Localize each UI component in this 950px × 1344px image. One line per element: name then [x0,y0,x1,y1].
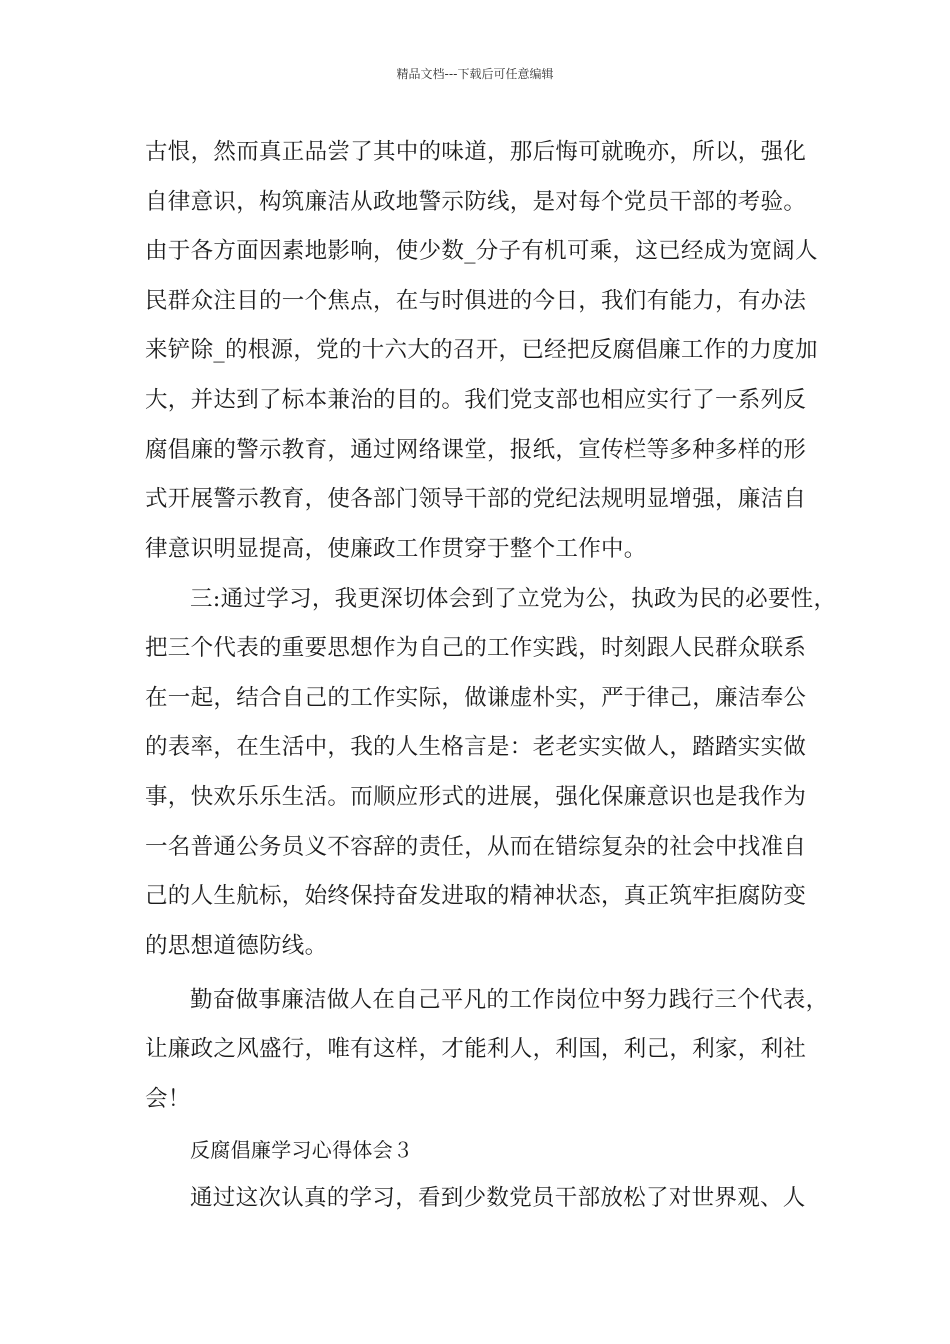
section-heading: 反腐倡廉学习心得体会３ [190,1138,414,1162]
text-line: 的表率，在生活中，我的人生格言是：老老实实做人，踏踏实实做 [145,734,807,760]
text-line: 古恨，然而真正品尝了其中的味道，那后悔可就晚亦，所以，强化 [145,139,807,165]
paragraph-start: 勤奋做事廉洁做人在自己平凡的工作岗位中努力践行三个代表， [190,987,829,1013]
paragraph-start: 通过这次认真的学习，看到少数党员干部放松了对世界观、人 [190,1185,806,1211]
text-line: 把三个代表的重要思想作为自己的工作实践，时刻跟人民群众联系 [145,635,807,661]
text-line: 大，并达到了标本兼治的目的。我们党支部也相应实行了一系列反 [145,387,807,413]
text-line: 在一起，结合自己的工作实际，做谦虚朴实，严于律己，廉洁奉公 [145,685,807,711]
paragraph-start: 三:通过学习，我更深切体会到了立党为公，执政为民的必要性， [190,586,837,612]
text-line: 己的人生航标，始终保持奋发进取的精神状态，真正筑牢拒腐防变 [145,883,807,909]
text-line: 由于各方面因素地影响，使少数_分子有机可乘，这已经成为宽阔人 [145,238,818,264]
text-line: 腐倡廉的警示教育，通过网络课堂，报纸，宣传栏等多种多样的形 [145,437,807,463]
text-line: 的思想道德防线。 [145,933,328,959]
text-line: 来铲除_的根源，党的十六大的召开，已经把反腐倡廉工作的力度加 [145,337,818,363]
text-line: 让廉政之风盛行，唯有这样，才能利人，利国，利己，利家，利社 [145,1036,807,1062]
text-line: 事，快欢乐乐生活。而顺应形式的进展，强化保廉意识也是我作为 [145,784,807,810]
text-line: 民群众注目的一个焦点，在与时俱进的今日，我们有能力，有办法 [145,288,807,314]
text-line: 律意识明显提高，使廉政工作贯穿于整个工作中。 [145,536,647,562]
page-header: 精品文档---下载后可任意编辑 [396,67,554,81]
text-line: 会！ [145,1086,191,1112]
text-line: 一名普通公务员义不容辞的责任，从而在错综复杂的社会中找准自 [145,834,807,860]
text-line: 自律意识，构筑廉洁从政地警示防线，是对每个党员干部的考验。 [145,189,807,215]
text-line: 式开展警示教育，使各部门领导干部的党纪法规明显增强，廉洁自 [145,486,807,512]
